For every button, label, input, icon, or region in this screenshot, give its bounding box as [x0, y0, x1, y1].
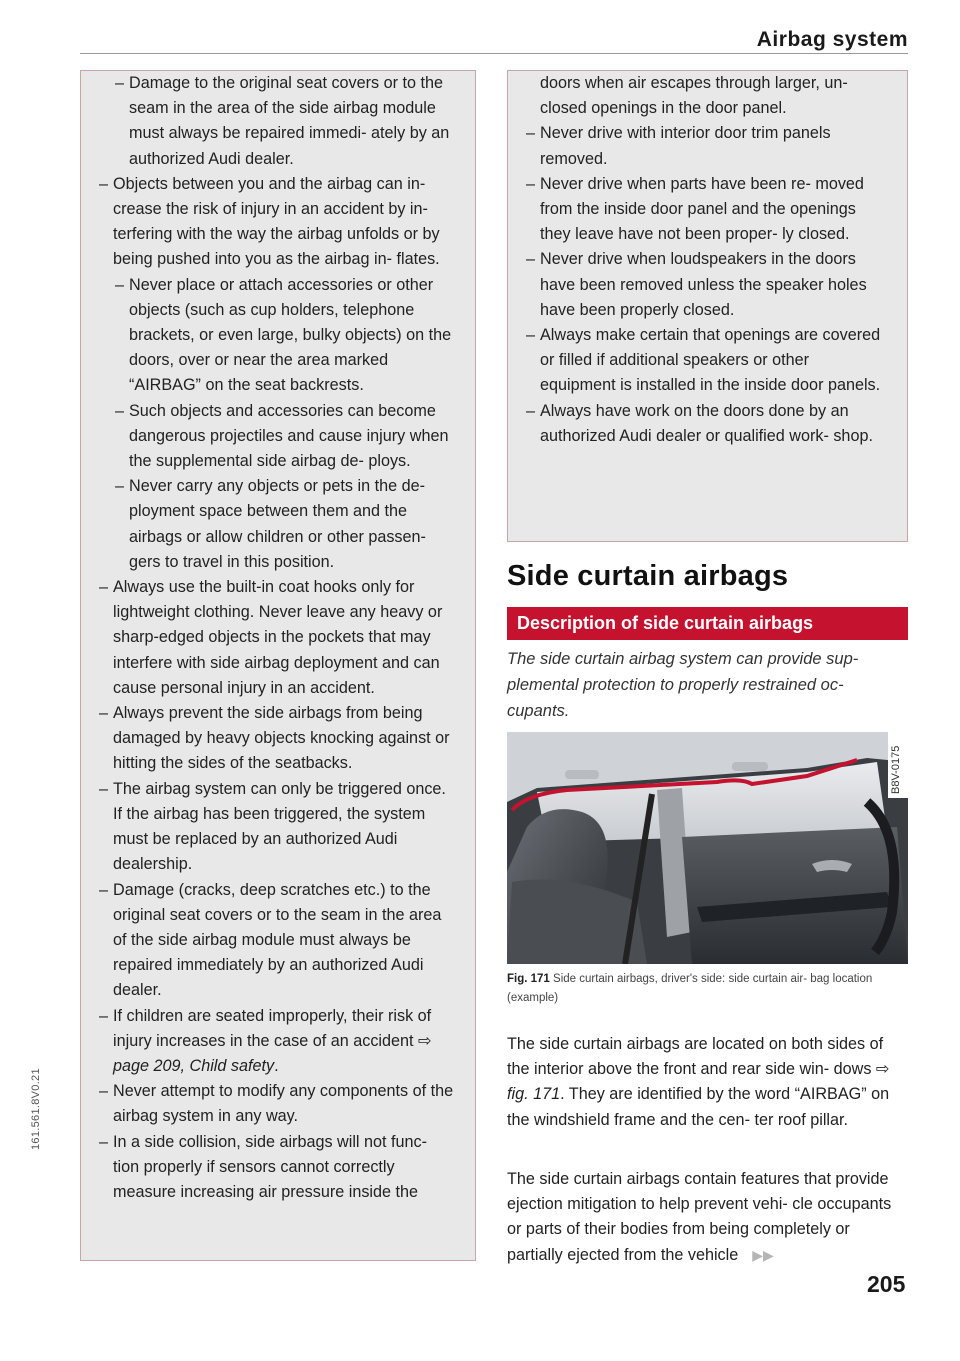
- figure-caption-text: Side curtain airbags, driver's side: side curtain air- bag location (example): [507, 973, 873, 1004]
- section-header-title: Airbag system: [756, 28, 908, 51]
- warning-box-left: [80, 70, 476, 1261]
- list-item-child-safety: [99, 1004, 457, 1080]
- list-item: – Never drive when parts have been re- moved from the inside door panel and the openings they leave have not been proper- ly closed.: [526, 172, 889, 248]
- warning-list-right: [526, 71, 889, 449]
- section-title: Side curtain airbags: [507, 560, 789, 592]
- body-paragraph: [507, 1032, 908, 1133]
- list-item: – Always make certain that openings are covered or filled if additional speakers or other equipment is installed in the inside door panels.: [526, 323, 889, 399]
- list-item: – Objects between you and the airbag can in- crease the risk of injury in an accident by in- terfering with the way the airbag unfolds or by being pushed into you as the airbag in- flates.: [99, 172, 457, 273]
- child-safety-link[interactable]: ⇨ page 209, Child safety: [113, 1031, 432, 1075]
- paragraph-text: The side curtain airbags are located on both sides of the interior above the front and rear side win- dows: [507, 1035, 884, 1079]
- document-code: 161.561.8V0.21: [30, 1068, 42, 1150]
- figure-code-label: B8V-0175: [888, 732, 908, 798]
- page-number: 205: [867, 1271, 906, 1297]
- section-intro: The side curtain airbag system can provide sup- plemental protection to properly restrained oc- cupants.: [507, 650, 859, 720]
- list-item: – In a side collision, side airbags will not func- tion properly if sensors cannot correctly measure increasing air pressure inside the: [99, 1130, 457, 1206]
- figure-caption: [507, 970, 908, 1008]
- car-interior-illustration: [507, 732, 908, 964]
- list-item: – Never attempt to modify any components of the airbag system in any way.: [99, 1079, 457, 1129]
- list-item: – The airbag system can only be triggered once. If the airbag has been triggered, the system must be replaced by an authorized Audi dealership.: [99, 777, 457, 878]
- list-item: – Damage to the original seat covers or to the seam in the area of the side airbag module must always be repaired immedi- ately by an authorized Audi dealer.: [115, 71, 457, 172]
- list-item: – Always have work on the doors done by an authorized Audi dealer or qualified work- shop.: [526, 399, 889, 449]
- continue-arrow-icon: ▶▶: [752, 1246, 774, 1263]
- subsection-header: Description of side curtain airbags: [507, 607, 908, 640]
- list-item: – Never drive when loudspeakers in the doors have been removed unless the speaker holes have been properly closed.: [526, 247, 889, 323]
- list-item-text-end: .: [274, 1056, 279, 1075]
- list-item: – Damage (cracks, deep scratches etc.) to the original seat covers or to the seam in the area of the side airbag module must always be repaired immediately by an authorized Audi dealer.: [99, 878, 457, 1004]
- figure-side-curtain-airbags: [507, 732, 908, 964]
- header-divider: [80, 53, 908, 54]
- list-item: – Never drive with interior door trim panels removed.: [526, 121, 889, 171]
- list-item: – Never carry any objects or pets in the de- ployment space between them and the airbags or allow children or other passen- gers to travel in this position.: [115, 474, 457, 575]
- figure-caption-label: Fig. 171: [507, 973, 550, 985]
- list-item: – Always prevent the side airbags from being damaged by heavy objects knocking against or hitting the sides of the seatbacks.: [99, 701, 457, 777]
- warning-box-right: [507, 70, 908, 542]
- warning-list-left: [99, 71, 457, 1205]
- list-item: – Never place or attach accessories or other objects (such as cup holders, telephone brackets, or even large, bulky objects) on the doors, over or near the area marked “AIRBAG” on the seat backrests.: [115, 273, 457, 399]
- list-item-text: If children are seated improperly, their risk of injury increases in the case of an accident: [113, 1006, 432, 1050]
- list-item: – Such objects and accessories can become dangerous projectiles and cause injury when the supplemental side airbag de- ploys.: [115, 399, 457, 475]
- figure-reference-link[interactable]: ⇨ fig. 171: [507, 1060, 890, 1104]
- list-item-continuation: doors when air escapes through larger, un- closed openings in the door panel.: [540, 74, 848, 118]
- list-item: – Always use the built-in coat hooks only for lightweight clothing. Never leave any heavy or sharp-edged objects in the pockets that may interfere with side airbag deployment and can cause personal injury in an accident.: [99, 575, 457, 701]
- paragraph-text-end: . They are identified by the word “AIRBAG” on the windshield frame and the cen- ter roof pillar.: [507, 1085, 890, 1129]
- body-paragraph: [507, 1167, 908, 1268]
- paragraph-text: The side curtain airbags contain features that provide ejection mitigation to help prevent vehi- cle occupants or parts of their bodies from being completely or partially ejected from the vehicle: [507, 1170, 892, 1264]
